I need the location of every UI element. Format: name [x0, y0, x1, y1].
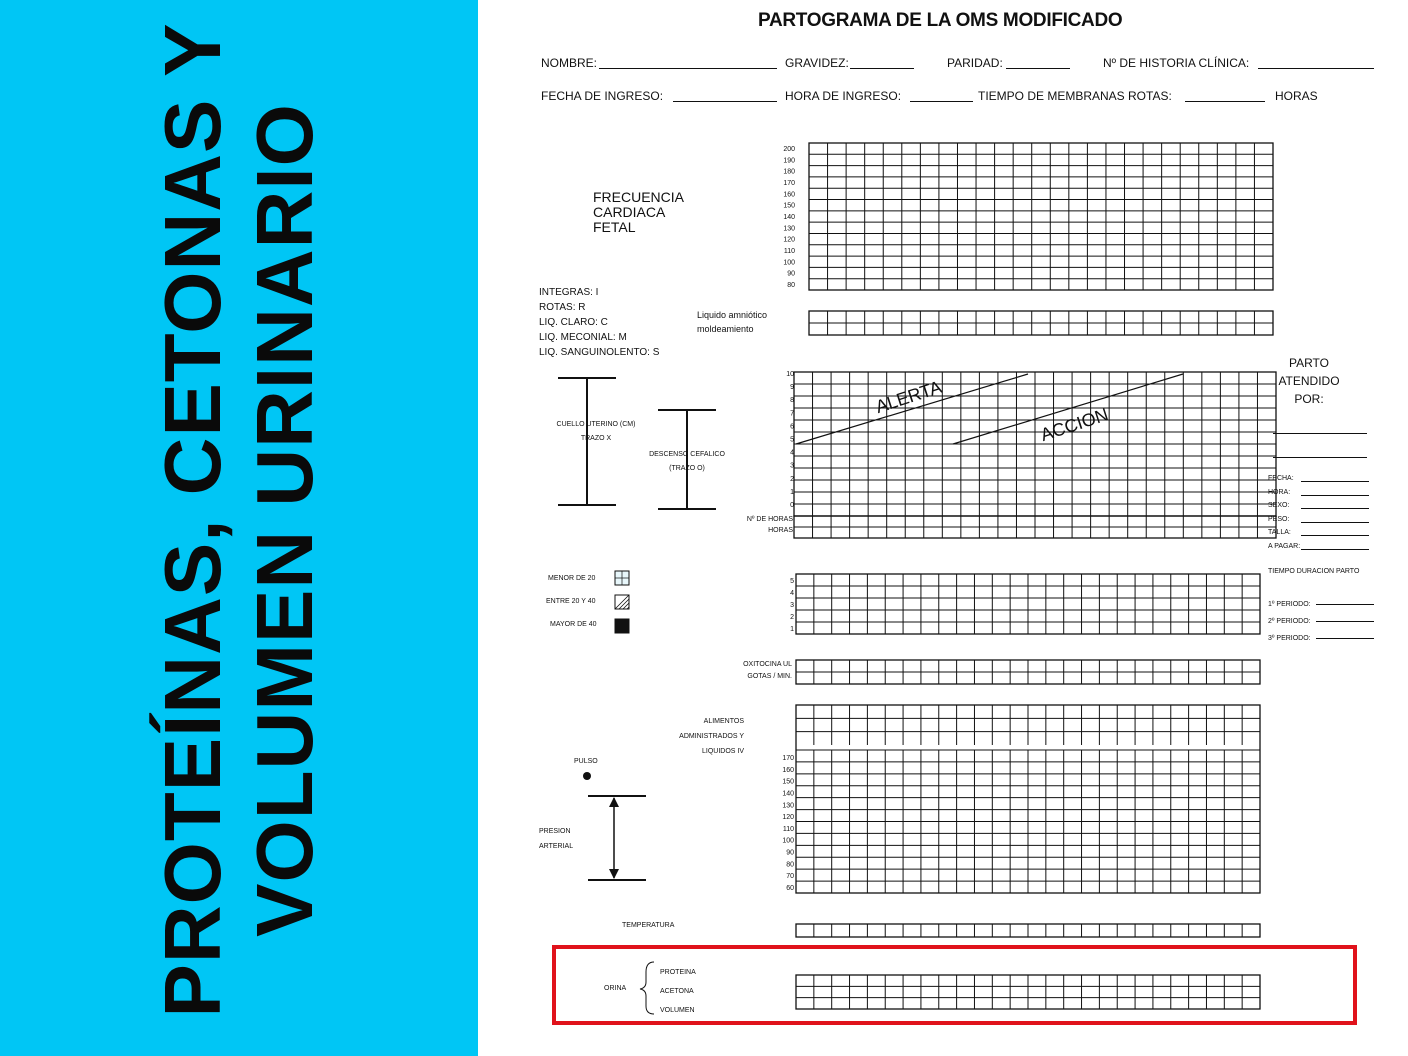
orina-label: ORINA	[604, 985, 627, 992]
parto-field-label: HORA:	[1268, 488, 1291, 496]
cuello-label-line: TRAZO X	[580, 435, 612, 442]
alimentos-label-line: LIQUIDOS IV	[701, 748, 744, 755]
parto-atendido-line: PARTO	[1288, 356, 1329, 370]
presion-scale-label: 130	[782, 802, 794, 810]
dilatacion-scale-label: 0	[790, 502, 794, 509]
dilatacion-scale-label: 5	[790, 436, 794, 444]
accion-label: ACCION	[1038, 404, 1111, 446]
fcf-scale-label: 80	[787, 282, 795, 289]
presion-scale-label: 160	[782, 766, 794, 774]
legend-item: LIQ. CLARO: C	[539, 317, 608, 328]
presion-label-line: PRESION	[539, 828, 571, 835]
parto-field-label: FECHA:	[1268, 475, 1294, 482]
presion-scale-label: 90	[786, 849, 794, 857]
fecha-ingreso-label: FECHA DE INGRESO:	[541, 89, 664, 103]
periodo-line[interactable]	[1316, 621, 1374, 622]
parto-field-label: TALLA:	[1268, 529, 1291, 536]
mayor-40-swatch	[615, 619, 629, 633]
liquido-label	[697, 308, 767, 336]
presion-scale-label: 170	[782, 755, 794, 762]
periodo-label: 2º PERIODO:	[1268, 618, 1311, 625]
fcf-label-line: FRECUENCIA	[593, 189, 685, 205]
presion-scale-label: 140	[782, 790, 794, 798]
parto-atendido-line: ATENDIDO	[1278, 374, 1340, 388]
temperatura-label: TEMPERATURA	[622, 922, 675, 929]
fcf-scale-label: 110	[783, 248, 795, 255]
nombre-label: NOMBRE:	[541, 56, 598, 70]
fcf-scale-label: 120	[783, 236, 795, 244]
presion-arrow-head-up	[609, 797, 619, 807]
cuello-label	[541, 418, 651, 446]
orina-items	[660, 963, 696, 1020]
contracciones-scale-label: 5	[790, 578, 794, 585]
nombre-line[interactable]	[599, 68, 777, 69]
parto-atendido-label	[1273, 354, 1345, 408]
presion-scale-label: 80	[786, 861, 794, 869]
slide-title	[147, 23, 331, 1018]
dilatacion-scale-label: 9	[790, 384, 794, 392]
membranas-line[interactable]	[1185, 101, 1265, 102]
presion-scale-label: 150	[782, 778, 794, 786]
fcf-scale-label: 200	[783, 146, 795, 153]
gravidez-line[interactable]	[850, 68, 914, 69]
field-line[interactable]	[1301, 508, 1369, 509]
proteina-label: PROTEINA	[660, 969, 696, 976]
presion-scale-label: 110	[782, 825, 794, 833]
field-line[interactable]	[1301, 535, 1369, 536]
duracion-title: TIEMPO DURACION PARTO	[1268, 568, 1360, 575]
paridad-label: PARIDAD:	[947, 56, 1003, 70]
cuello-label-line: CUELLO UTERINO (CM)	[556, 421, 636, 428]
contracciones-scale-label: 2	[790, 614, 794, 621]
oxitocina-label-line: OXITOCINA UL	[743, 661, 792, 668]
presion-scale-label: 120	[782, 814, 794, 822]
fcf-label	[593, 190, 684, 235]
atendido-line[interactable]	[1273, 433, 1367, 434]
parto-field-label: PESO:	[1268, 515, 1290, 523]
alimentos-label	[648, 714, 744, 759]
hora-ingreso-label: HORA DE INGRESO:	[785, 89, 902, 103]
oxitocina-label	[718, 659, 792, 683]
dilatacion-scale-label: 6	[790, 423, 794, 431]
parto-field-label: A PAGAR:	[1268, 542, 1301, 550]
fcf-scale-label: 180	[783, 168, 795, 176]
contracciones-scale-label: 3	[790, 602, 794, 609]
fcf-scale-label: 150	[783, 202, 795, 210]
presion-arrow-head-down	[609, 869, 619, 879]
descenso-label	[636, 448, 738, 476]
descenso-label-line: DESCENSO CEFALICO	[649, 451, 725, 458]
oxitocina-label-line: GOTAS / MIN.	[747, 673, 792, 680]
legend-item: ROTAS: R	[539, 302, 586, 313]
fcf-label-line: FETAL	[593, 219, 636, 235]
volumen-label: VOLUMEN	[660, 1007, 695, 1014]
hora-ingreso-line[interactable]	[910, 101, 973, 102]
pulso-dot	[583, 772, 591, 780]
partograma-form	[478, 0, 1408, 1056]
pulso-label: PULSO	[574, 758, 598, 765]
presion-label	[539, 824, 573, 854]
gravidez-label: GRAVIDEZ:	[785, 56, 849, 70]
slide-title-line-2: VOLUMEN URINARIO	[240, 103, 329, 937]
historia-line[interactable]	[1258, 68, 1374, 69]
liquido-label-line: moldeamiento	[697, 324, 754, 334]
mayor-40-label: MAYOR DE 40	[550, 621, 597, 628]
periodo-line[interactable]	[1316, 604, 1374, 605]
historia-label: Nº DE HISTORIA CLÍNICA:	[1103, 56, 1250, 70]
legend-item: INTEGRAS: I	[539, 287, 599, 298]
field-line[interactable]	[1301, 481, 1369, 482]
fcf-scale-label: 100	[783, 259, 795, 267]
entre-20-40-label: ENTRE 20 Y 40	[546, 598, 596, 605]
parto-fields	[1268, 472, 1300, 553]
fcf-scale-label: 160	[783, 191, 795, 199]
dilatacion-scale-label: 8	[790, 397, 794, 405]
presion-scale-label: 70	[786, 873, 794, 881]
field-line[interactable]	[1301, 522, 1369, 523]
contracciones-scale-label: 4	[790, 590, 794, 597]
parto-field-label: SEXO:	[1268, 502, 1290, 509]
descenso-label-line: (TRAZO O)	[669, 465, 705, 472]
slide-sidebar	[0, 0, 478, 1056]
fcf-scale-label: 130	[783, 225, 795, 233]
fcf-scale-label: 190	[783, 157, 795, 165]
parto-atendido-line: POR:	[1294, 392, 1324, 406]
presion-scale-label: 60	[786, 885, 794, 892]
paridad-line[interactable]	[1006, 68, 1070, 69]
field-line[interactable]	[1301, 549, 1369, 550]
dilatacion-scale-label: 2	[790, 475, 794, 483]
field-line[interactable]	[1301, 495, 1369, 496]
presion-label-line: ARTERIAL	[539, 843, 574, 850]
periodo-line[interactable]	[1316, 638, 1374, 639]
fcf-grid-frame	[809, 143, 1273, 290]
presion-scale-label: 100	[782, 837, 794, 845]
alimentos-label-line: ADMINISTRADOS Y	[679, 733, 744, 740]
fcf-scale-label: 140	[783, 214, 795, 221]
fcf-scale-label: 170	[783, 180, 795, 187]
horas-row-label: HORAS	[768, 527, 793, 534]
alerta-label: ALERTA	[873, 376, 945, 418]
periodo-label: 1º PERIODO:	[1268, 601, 1311, 608]
dilatacion-scale-label: 10	[786, 371, 794, 378]
horas-label: HORAS	[1275, 89, 1318, 103]
form-title: PARTOGRAMA DE LA OMS MODIFICADO	[758, 10, 1123, 31]
liquido-legend	[539, 285, 659, 360]
periodos	[1268, 596, 1311, 647]
menor-20-label: MENOR DE 20	[548, 575, 596, 582]
fcf-label-line: CARDIACA	[593, 204, 666, 220]
dilatacion-scale-label: 3	[790, 462, 794, 470]
periodo-label: 3º PERIODO:	[1268, 635, 1311, 642]
dilatacion-scale-label: 1	[790, 488, 794, 496]
slide-title-line-1: PROTEÍNAS, CETONAS Y	[148, 22, 237, 1018]
legend-item: LIQ. MECONIAL: M	[539, 332, 627, 343]
atendido-line[interactable]	[1273, 457, 1367, 458]
dilatacion-scale-label: 7	[790, 410, 794, 418]
fecha-ingreso-line[interactable]	[673, 101, 777, 102]
contracciones-scale-label: 1	[790, 626, 794, 633]
n-horas-label: Nº DE HORAS	[746, 516, 793, 523]
legend-item: LIQ. SANGUINOLENTO: S	[539, 347, 660, 358]
fcf-scale-label: 90	[787, 270, 795, 278]
acetona-label: ACETONA	[660, 988, 694, 995]
alimentos-label-line: ALIMENTOS	[703, 718, 744, 725]
dilatacion-scale-label: 4	[790, 449, 794, 457]
liquido-label-line: Liquido amniótico	[697, 310, 768, 320]
membranas-label: TIEMPO DE MEMBRANAS ROTAS:	[978, 89, 1172, 103]
